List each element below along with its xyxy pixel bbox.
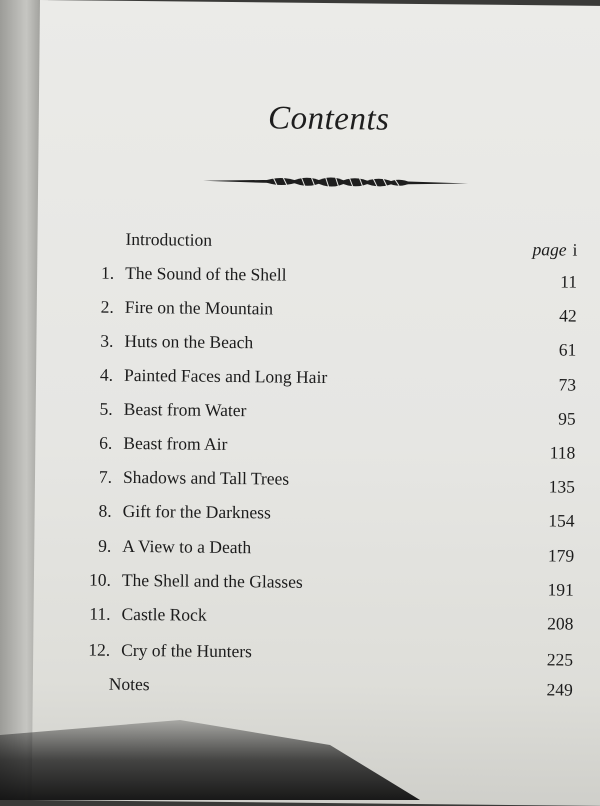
toc-entry-label: Beast from Water: [123, 398, 247, 421]
toc-entry-number: 3.: [100, 330, 114, 351]
toc-entry-number: 8.: [98, 500, 112, 521]
toc-entry-label: Shadows and Tall Trees: [122, 466, 290, 489]
toc-entry-introduction: [37, 228, 600, 258]
page-prefix: page: [532, 239, 567, 260]
toc-entry-page: 249: [546, 679, 573, 700]
toc-entry-number: 5.: [99, 398, 113, 419]
toc-entry-9: [34, 535, 600, 565]
toc-entry-2: [37, 296, 600, 326]
toc-entry-number: 10.: [88, 569, 112, 590]
toc-entry-number: 12.: [88, 639, 111, 660]
toc-entry-page: 42: [559, 305, 577, 326]
toc-entry-5: [36, 398, 600, 428]
toc-entry-label: Castle Rock: [121, 603, 207, 625]
toc-entry-page: 191: [547, 579, 574, 600]
table-of-contents: [32, 0, 600, 806]
toc-entry-page: 208: [547, 613, 574, 634]
toc-entry-label: The Shell and the Glasses: [121, 569, 303, 592]
book-page: [32, 0, 600, 806]
toc-entry-number: 4.: [99, 364, 114, 385]
toc-entry-label: Gift for the Darkness: [122, 500, 271, 523]
toc-entry-number: 7.: [98, 466, 113, 487]
toc-entry-label: Beast from Air: [123, 432, 228, 454]
toc-entry-6: [35, 432, 600, 462]
toc-entry-11: [33, 603, 600, 633]
toc-entry-4: [36, 364, 600, 394]
toc-entry-number: 9.: [98, 535, 112, 556]
toc-entry-page: 118: [549, 442, 576, 463]
toc-entry-label: Notes: [108, 673, 150, 695]
toc-entry-12: [33, 639, 600, 669]
toc-entry-number: 6.: [99, 432, 113, 453]
toc-entry-label: Introduction: [125, 228, 213, 250]
toc-entry-number: 1.: [100, 262, 115, 283]
toc-entry-page: 135: [548, 476, 576, 497]
toc-entry-number: 2.: [100, 296, 114, 317]
toc-entry-label: The Sound of the Shell: [125, 262, 287, 285]
page-title: Contents: [267, 100, 390, 138]
toc-entry-label: Cry of the Hunters: [121, 639, 253, 662]
toc-entry-label: A View to a Death: [122, 535, 252, 558]
toc-entry-page: 11: [560, 271, 578, 292]
toc-entry-page: page i: [532, 239, 578, 260]
toc-entry-page: 73: [558, 374, 577, 395]
toc-entry-8: [35, 500, 600, 530]
toc-entry-page: 154: [548, 510, 575, 531]
toc-entry-number: 11.: [89, 603, 111, 624]
toc-entry-1: [37, 262, 600, 292]
toc-entry-page: 179: [547, 545, 575, 566]
toc-entry-7: [35, 466, 600, 496]
toc-entry-page: 95: [558, 408, 576, 429]
toc-entry-page: 225: [546, 649, 574, 670]
toc-entry-label: Fire on the Mountain: [124, 296, 274, 319]
toc-entry-label: Painted Faces and Long Hair: [123, 364, 328, 388]
toc-entry-10: [34, 569, 600, 599]
toc-entry-notes: [33, 673, 600, 703]
toc-entry-3: [36, 330, 600, 360]
toc-entry-page: 61: [558, 339, 577, 360]
toc-entry-label: Huts on the Beach: [124, 330, 254, 353]
